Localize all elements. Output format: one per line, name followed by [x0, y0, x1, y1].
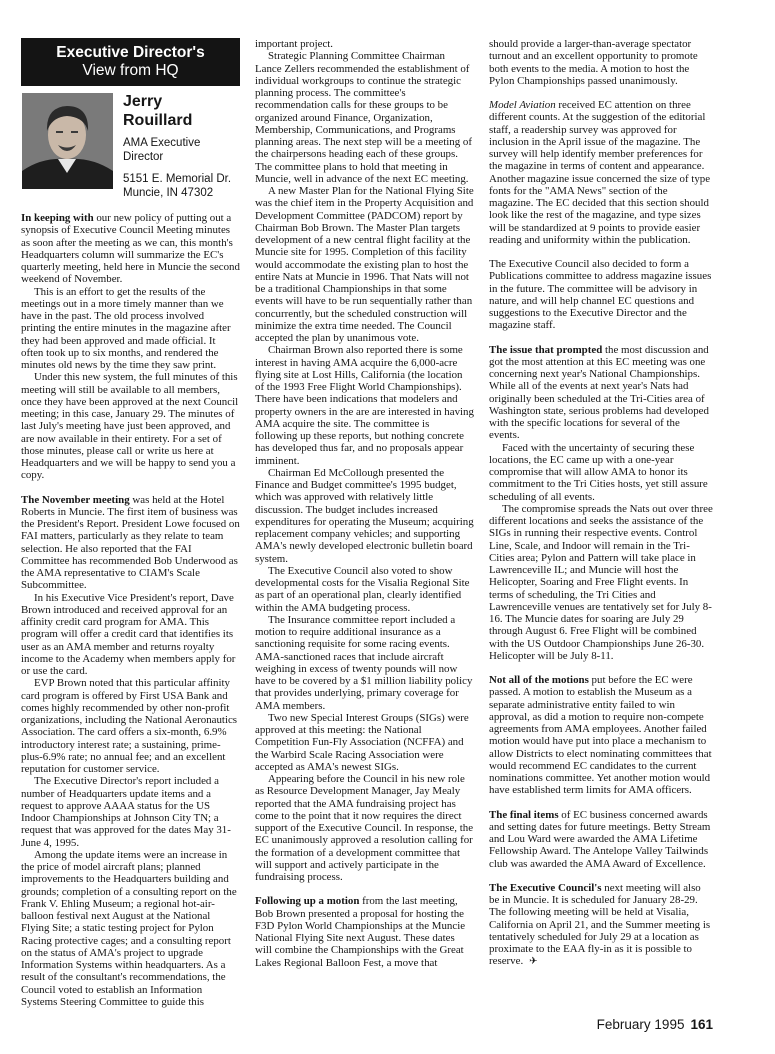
- paragraph: [489, 882, 713, 969]
- paragraph-text: from the last meeting, Bob Brown presented a proposal for hosting the F3D Pylon World Championships at the Muncie National Flying Site next August. These dates will combine the Championships with the Great Lakes Regional Balloon Fest, a move that: [255, 895, 466, 969]
- paragraph: The Insurance committee report included a motion to require additional insurance as a sanctioning requisite for some racing events. AMA-sanctioned races that include aircraft weighing in excess of twenty pounds will now have to be covered by a $1 million liability policy that provides underlying, primary coverage for AMA members.: [255, 613, 473, 712]
- paragraph: The Executive Council also decided to form a Publications committee to address magazine issues in the future. The committee will be advisory in nature, and will help channel EC questions and suggestions to the Executive Director and the magazine staff.: [489, 258, 712, 332]
- paragraph: Chairman Ed McCollough presented the Finance and Budget committee's 1995 budget, which was approved with relatively little discussion. The budget includes increased expenditures for operating the Museum; acquiring replacement company vehicles; and supporting AMA's newly developed electronic bulletin board system.: [255, 466, 474, 565]
- paragraph-text: put before the EC were passed. A motion to establish the Museum as a separate administrative entity failed to win approval, as did a motion to require non-compete agreements from AMA employees. Another failed motion would have put into place a mechanism to allow Districts to elect nominating committees that would recommend EC candidates to the current nominations committee. Yet another motion would have established term limits for AMA officers.: [489, 674, 712, 797]
- column-subtitle: View from HQ: [82, 62, 179, 79]
- paragraph: [489, 674, 713, 797]
- paragraph: [21, 212, 240, 286]
- paragraph: Appearing before the Council in his new role as Resource Development Manager, Jay Mealy reported that the AMA fundraising project has come to the point that it now requires the direct support of the Executive Council. In response, the EC unanimously approved a resolution calling for the formation of a development committee that will support and actively participate in the fundraising process.: [255, 773, 474, 883]
- lead-in: The issue that prompted: [489, 343, 603, 356]
- lead-in: The Executive Council's: [489, 881, 602, 894]
- lead-in: In keeping with: [21, 212, 94, 224]
- author-portrait-icon: [22, 93, 113, 189]
- paragraph: [21, 494, 240, 592]
- paragraph: important project.: [255, 38, 334, 50]
- airplane-end-icon: ✈: [529, 956, 538, 968]
- paragraph-text: of EC business concerned awards and setting dates for future meetings. Betty Stream and Lou Ward were awarded the AMA Lifetime Fellowship Award. The Antelope Valley Tailwinds club was awarded the AMA Award of Excellence.: [489, 808, 711, 870]
- paragraph: Faced with the uncertainty of securing these locations, the EC came up with a one-year compromise that will allow AMA to honor its commitment to the Tri Cities hosts, yet still assure scheduling of all events.: [489, 441, 708, 503]
- paragraph: [255, 895, 474, 969]
- paragraph: Chairman Brown also reported there is some interest in having AMA acquire the 6,000-acre flying site at Lost Hills, California (the location of the 1993 Free Flight World Championships). There have been indications that modelers and property owners in the are are interested in having AMA acquire the site. The committee is following up these reports, but nothing concrete has developed thus far, and no proposals appear imminent.: [255, 344, 474, 467]
- paragraph: Among the update items were an increase in the price of model aircraft plans; planned improvements to the Headquarters building and grounds; completion of a consulting report on the Frank V. Ehling Museum; a regional hot-air-balloon festival next August at the National Flying Site; a static testing project for Pylon Racing protective cages; and a consulting report on the status of AMA's project to upgrade Information Systems within headquarters. As a result of the consultant's recommendations, the Council voted to establish an Information Systems Steering Committee to guide this: [21, 848, 237, 1008]
- article-column-1: [21, 212, 240, 1008]
- paragraph: The Executive Council also voted to show developmental costs for the Visalia Regional Site as part of an operational plan, clearly identified within the AMA budgeting process.: [255, 564, 470, 614]
- paragraph-text: received EC attention on three different counts. At the suggestion of the editorial staff, a readership survey was approved for inclusion in the April issue of the magazine. The survey will help identify member preferences for the magazine in terms of content and appearance. Another magazine issue concerned the size of type fonts for the "AMA News" section of the magazine. The EC decided that this section should look like the rest of the magazine, and type sizes will be standardized at 9 points to provide easier reading and uniformity within the publication.: [489, 99, 711, 246]
- page-number: 161: [690, 1017, 713, 1032]
- page-footer: [597, 1017, 713, 1032]
- paragraph: Under this new system, the full minutes of this meeting will still be available to all members, once they have been approved at the next Council meeting; in this case, January 29. The minutes of last July's meeting have just been approved, and are now available in their entirety. For a set of those minutes, please call or write us here at Headquarters and we will be happy to send you a copy.: [21, 371, 239, 482]
- lead-in: Following up a motion: [255, 895, 360, 908]
- paragraph: should provide a larger-than-average spectator turnout and an excellent opportunity to promote both events to the media. A motion to host the Pylon Championships passed unanimously.: [489, 38, 698, 87]
- paragraph: This is an effort to get the results of the meetings out in a more timely manner than we have in the past. The old process involved printing the entire minutes in the magazine after they had been approved and made official. It often took up to six months, and rendered the minutes old news by the time they saw print.: [21, 285, 231, 371]
- paragraph-text: next meeting will also be in Muncie. It is scheduled for January 28-29. The following meeting will be held at Visalia, California on April 21, and the Summer meeting is tentatively scheduled for July 29 at a location as proximate to the EAA fly-in as it is possible to reserve.: [489, 881, 711, 968]
- paragraph: The Executive Director's report included a number of Headquarters update items and a request to approve AAAA status for the US Indoor Championships at Johnson City TN; a request that was approved for the dates May 31-June 4, 1995.: [21, 775, 231, 849]
- author-photo: [22, 93, 113, 189]
- lead-in: The November meeting: [21, 493, 130, 506]
- paragraph: EVP Brown noted that this particular affinity card program is offered by First USA Bank and comes highly recommended by other non-profit organizations, including the National Aeronautics Association. The card offers a six-month, 6.9% introductory interest rate; a sustaining, prime-plus-6.9% rate; no annual fee; and an excellent reputation for customer service.: [21, 677, 238, 775]
- paragraph-text: the most discussion and got the most attention at this EC meeting was one concerning next year's National Championships. While all of the events at next year's Nats had originally been scheduled at the Tri-Cities area of Washington state, serious problems had developed with the specific locations for several of the events.: [489, 343, 709, 442]
- article-column-2: [255, 38, 474, 969]
- paragraph: In his Executive Vice President's report, Dave Brown introduced and received approval for an affinity credit card program for AMA. This program will offer a credit card that identifies its user as an AMA member and returns royalty income to the Academy when members apply for or use the card.: [21, 591, 236, 677]
- paragraph: Two new Special Interest Groups (SIGs) were approved at this meeting: the National Competition Fun-Fly Association (NCFFA) and the Warbird Scale Racing Association were accepted as AMA's newest SIGs.: [255, 711, 469, 773]
- issue-date: February 1995: [596, 1017, 685, 1032]
- author-info: [123, 92, 240, 200]
- paragraph: [489, 809, 713, 870]
- author-title: AMA Executive Director: [123, 137, 201, 163]
- author-address-line1: 5151 E. Memorial Dr.: [123, 173, 232, 185]
- column-header: [21, 38, 240, 86]
- article-column-3: [489, 38, 713, 969]
- magazine-title: Model Aviation: [489, 99, 556, 111]
- lead-in: The final items: [489, 808, 559, 821]
- paragraph: [489, 99, 713, 246]
- paragraph-text: was held at the Hotel Roberts in Muncie. The first item of business was the President's Report. President Lowe focused on FAI matters, particularly as they relate to team selection. He also reported that the FAI Committee has recommended Bob Underwood as the AMA representative to CIAM's Scale Subcommittee.: [21, 493, 240, 592]
- lead-in: Not all of the motions: [489, 674, 589, 686]
- author-address-line2: Muncie, IN 47302: [123, 187, 214, 199]
- paragraph: A new Master Plan for the National Flying Site was the chief item in the Property Acquisition and Development Committee (PADCOM) report by Chairman Bob Brown. The Master Plan targets development of a new central flight facility at the Muncie site for 1995. Completion of this facility would accommodate the existing plan to host the entire Nats at Muncie in 1996. That Nats will not be a traditional Championships in that some events will have to be run sequentially rather than concurrently, but the scheduled construction will minimize the extra time needed. The Council accepted the plan by unanimous vote.: [255, 185, 474, 344]
- paragraph-text: our new policy of putting out a synopsis of Executive Council Meeting minutes as soon after the meeting as we can, this month's Headquarters column will summarize the EC's quarterly meeting, held here in Muncie the second weekend of November.: [21, 212, 240, 286]
- author-first-name: Jerry: [123, 93, 163, 110]
- column-title: Executive Director's: [56, 44, 205, 61]
- paragraph: Strategic Planning Committee Chairman Lance Zellers recommended the establishment of individual workgroups to continue the strategic planning process. The committee's recommendation calls for these groups to be organized around Finance, Organization, Membership, Communications, and Programs planning areas. The next step will be a meeting of the chairpersons heading each of these groups. The committee plans to hold that meeting in Muncie, well in advance of the next EC meeting.: [255, 50, 472, 185]
- paragraph: The compromise spreads the Nats out over three different locations and seeks the assistance of the SIGs in running their respective events. Control Line, Scale, and Indoor will remain in the Tri-Cities area; Pylon and Pattern will take place in Lawrenceville IL; and Muncie will host the Helicopter, Soaring and Free Flight events. In terms of scheduling, the Tri Cities and Lawrenceville venues are tentatively set for July 8-16. The Muncie dates for soaring are July 29 through August 6. Free Flight will be combined with the US Outdoor Championships June 26-30. Helicopter will be July 8-11.: [489, 502, 713, 662]
- paragraph: [489, 344, 713, 442]
- author-last-name: Rouillard: [123, 112, 193, 129]
